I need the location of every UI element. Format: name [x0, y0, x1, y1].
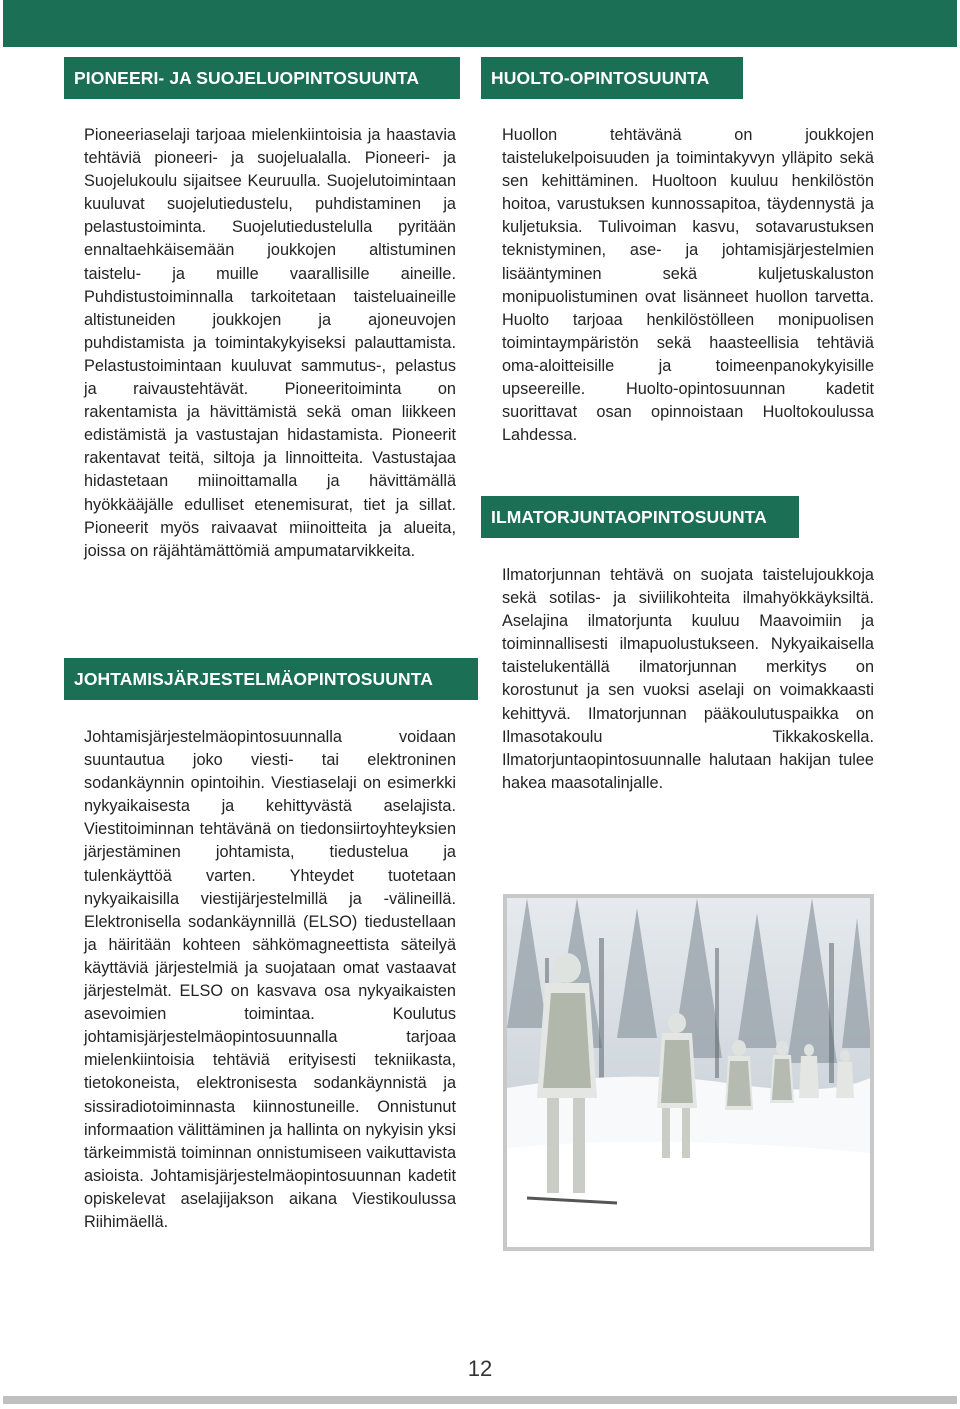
top-color-bar: [3, 0, 957, 47]
huolto-heading: HUOLTO-OPINTOSUUNTA: [481, 57, 743, 99]
ilmatorjunta-heading: ILMATORJUNTAOPINTOSUUNTA: [481, 496, 799, 538]
huolto-body: Huollon tehtävänä on joukkojen taistelukelpoisuuden ja toimintakyvyn ylläpito sekä sen kehittäminen. Huoltoon kuuluu henkilöstön hoitoa, varustuksen kunnossapitoa, täydennystä ja kuljetuksia. Tulivoiman kasvu, sotavarustuksen teknistyminen, ase- ja johtamisjärjestelmien lisääntyminen sekä kuljetuskaluston monipuolistuminen ovat lisänneet huollon tarvetta. Huolto tarjoaa henkilöstölleen monipuolisen toimintaympäristön sekä haasteellisia tehtäviä oma-aloitteisille ja toimeenpanokykyisille upseereille. Huolto-opintosuunnan kadetit suorittavat osan opinnoistaan Huoltokoulussa Lahdessa.: [502, 126, 874, 445]
page-number: 12: [467, 1356, 493, 1381]
ilmatorjunta-body: Ilmatorjunnan tehtävä on suojata taistelujoukkoja sekä sotilas- ja siviilikohteita ilmahyökkäyksiltä. Aselajina ilmatorjunta kuuluu Maavoimiin ja toiminnallisesti ilmapuolustukseen. Nykyaikaisella taistelukentällä ilmatorjunnan merkitys on korostunut ja sen vuoksi aselaji on voimakkaasti kehittyvä. Ilmatorjunnan pääkoulutuspaikka on Ilmasotakoulu Tikkakoskella. Ilmatorjuntaopintosuunnalle halutaan hakijan tulee hakea maasotalinjalle.: [502, 566, 874, 792]
winter-soldiers-photo: [503, 894, 874, 1251]
pioneeri-body: Pioneeriaselaji tarjoaa mielenkiintoisia ja haastavia tehtäviä pioneeri- ja suojelualalla. Pioneeri- ja Suojelukoulu sijaitsee Keuruulla. Suojelutoimintaan kuuluvat suojelutiedustelu, puhdistaminen ja pelastustoiminta. Suojelutiedustelulla pyritään ennaltaehkäisemään joukkojen altistuminen taistelu- ja muille vaarallisille aineille. Puhdistustoiminnalla tarkoitetaan taisteluaineille altistuneiden joukkojen ja ajoneuvojen puhdistamista ja toimintakykyiseksi palauttamista. Pelastustoimintaan kuuluvat sammutus-, pelastus ja raivaustehtävät. Pioneeritoiminta on rakentamista ja hävittämistä sekä oman liikkeen edistämistä ja vastustajan hidastamista. Pioneerit rakentavat teitä, siltoja ja linnoitteita. Vastustajaa hidastetaan miinoittamalla ja hävittämällä hyökkääjälle edulliset etenemisurat, tiet ja sillat. Pioneerit myös raivaavat miinoitteita ja alueita, joissa on räjähtämättömiä ampumatarvikkeita.: [84, 126, 456, 560]
johtamis-body: Johtamisjärjestelmäopintosuunnalla voidaan suuntautua joko viesti- tai elektroninen sodankäynnin opintoihin. Viestiaselaji on esimerkki nykyaikaisesta ja kehittyvästä aselajista. Viestitoiminnan tehtävänä on tiedonsiirtoyhteyksien järjestäminen johtamista, tiedustelua ja tulenkäyttöä varten. Yhteydet tuotetaan nykyaikaisilla viestijärjestelmillä ja -välineillä. Elektronisella sodankäynnillä (ELSO) tiedustellaan ja häiritään kohteen sähkömagneettista säteilyä käyttäviä järjestelmiä ja suojataan omat vastaavat järjestelmät. ELSO on kasvava osa nykyaikaisten asevoimien toimintaa. Koulutus johtamisjärjestelmäopintosuunnalla tarjoaa mielenkiintoisia tehtäviä erityisesti tekniikasta, tietokoneista, elektronisesta sodankäynnistä ja sissiradiotoiminnasta kiinnostuneille. Onnistunut informaation välittäminen ja hallinta on nykyisin yksi tärkeimmistä toiminnan onnistumiseen vaikuttavista asioista. Johtamisjärjestelmäopintosuunnan kadetit opiskelevat aselajijakson aikana Viestikoulussa Riihimäellä.: [84, 728, 456, 1231]
bottom-color-bar: [3, 1396, 957, 1404]
snow-forest-illustration: [507, 898, 870, 1247]
johtamis-heading: JOHTAMISJÄRJESTELMÄOPINTOSUUNTA: [64, 658, 478, 700]
pioneeri-heading: PIONEERI- JA SUOJELUOPINTOSUUNTA: [64, 57, 460, 99]
